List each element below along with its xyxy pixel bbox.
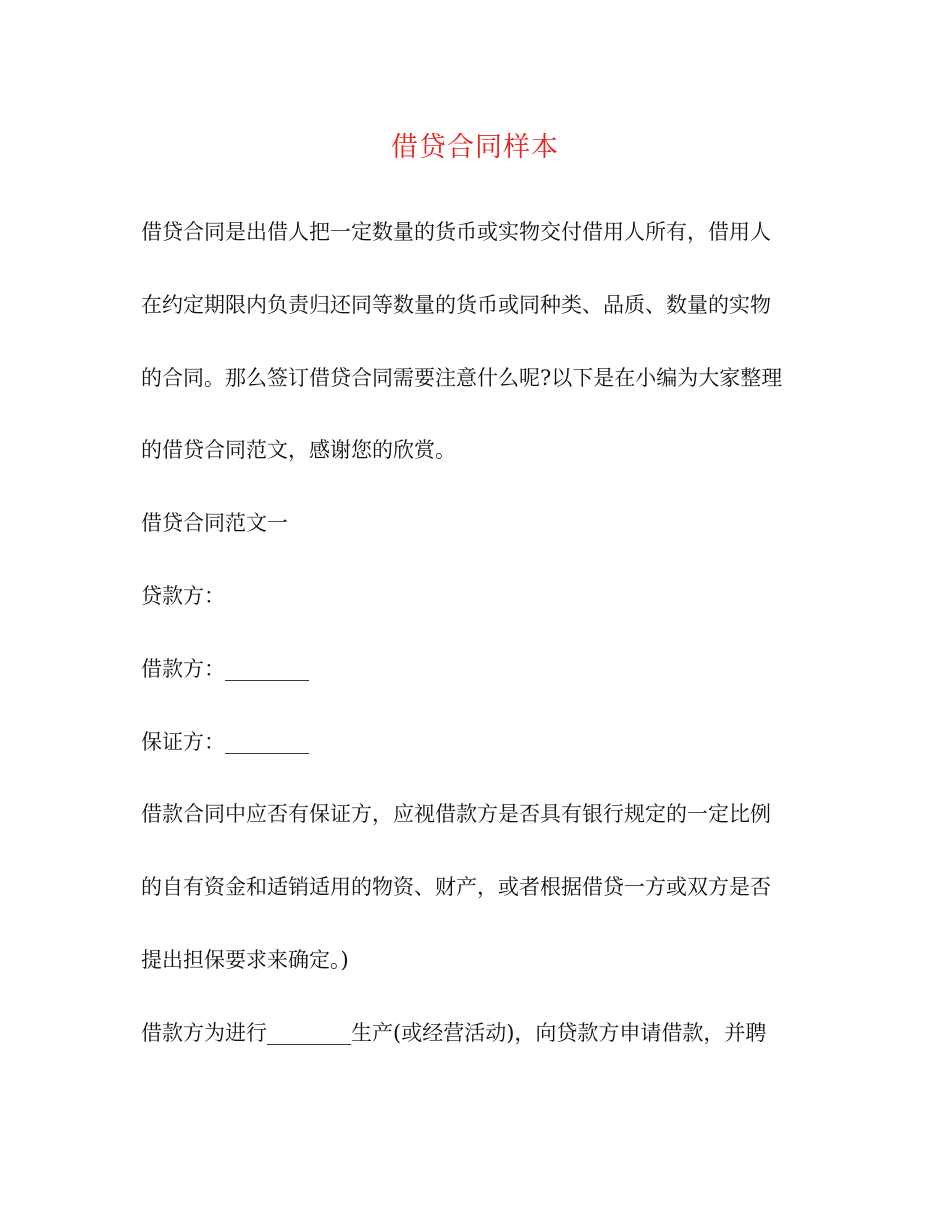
document-body xyxy=(141,212,809,1086)
body-line: 的自有资金和适销适用的物资、财产，或者根据借贷一方或双方是否 xyxy=(141,875,771,900)
body-line: 的合同。那么签订借贷合同需要注意什么呢?以下是在小编为大家整理 xyxy=(141,365,783,390)
guarantor-field: 保证方：________ xyxy=(141,729,309,754)
body-line: 的借贷合同范文，感谢您的欣赏。 xyxy=(141,438,456,463)
document-title: 借贷合同样本 xyxy=(391,132,559,163)
body-line: 在约定期限内负责归还同等数量的货币或同种类、品质、数量的实物 xyxy=(141,292,771,317)
body-line: 提出担保要求来确定。) xyxy=(141,947,349,972)
borrower-field: 借款方：________ xyxy=(141,656,309,681)
body-line: 借贷合同是出借人把一定数量的货币或实物交付借用人所有，借用人 xyxy=(141,220,771,244)
body-line: 借款合同中应否有保证方，应视借款方是否具有银行规定的一定比例 xyxy=(141,802,771,827)
lender-field: 贷款方： xyxy=(141,583,225,608)
section-heading: 借贷合同范文一 xyxy=(141,511,288,536)
body-line: 借款方为进行________生产(或经营活动)，向贷款方申请借款，并聘 xyxy=(141,1020,767,1045)
